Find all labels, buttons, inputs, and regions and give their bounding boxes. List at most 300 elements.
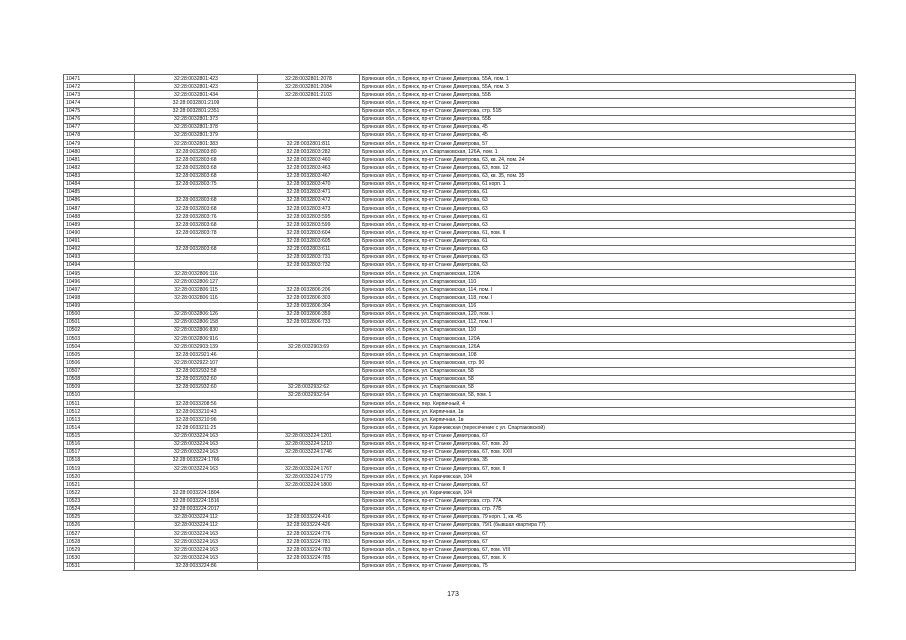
table-row <box>64 253 856 261</box>
land-cadastral-number-cell: 32:28:0032803:76 <box>135 213 258 221</box>
land-cadastral-number-cell: 32:28:0032801:373 <box>135 115 258 123</box>
building-cadastral-number-cell: 32:28:0032803:467 <box>258 172 360 180</box>
building-cadastral-number-cell: 32:28:0032932:62 <box>258 383 360 391</box>
table-row <box>64 473 856 481</box>
table-row <box>64 221 856 229</box>
address-cell: Брянская обл., г. Брянск, ул. Спартаковская, 58 <box>360 375 856 383</box>
building-cadastral-number-cell: 32:28:0032806:304 <box>258 302 360 310</box>
building-cadastral-number-cell: 32:28:0033224:426 <box>258 521 360 529</box>
building-cadastral-number-cell <box>258 375 360 383</box>
building-cadastral-number-cell <box>258 278 360 286</box>
address-cell: Брянская обл., г. Брянск, пр-кт Станке Димитрова, 67, пом. II <box>360 465 856 473</box>
table-row <box>64 538 856 546</box>
row-number-cell: 10479 <box>64 140 135 148</box>
address-cell: Брянская обл., г. Брянск, пр-кт Станке Димитрова, 45 <box>360 131 856 139</box>
building-cadastral-number-cell <box>258 115 360 123</box>
building-cadastral-number-cell: 32:28:0032803:732 <box>258 261 360 269</box>
address-cell: Брянская обл., г. Брянск, пр-кт Станке Димитрова, 63 <box>360 253 856 261</box>
row-number-cell: 10473 <box>64 91 135 99</box>
address-cell: Брянская обл., г. Брянск, пр-кт Станке Димитрова, 75 <box>360 562 856 570</box>
building-cadastral-number-cell: 32:28:0032803:605 <box>258 237 360 245</box>
address-cell: Брянская обл., г. Брянск, пр-кт Станке Димитрова, 61 корп. 1 <box>360 180 856 188</box>
address-cell: Брянская обл., г. Брянск, ул. Спартаковская, 118, пом. I <box>360 294 856 302</box>
row-number-cell: 10526 <box>64 521 135 529</box>
building-cadastral-number-cell: 32:28:0032803:472 <box>258 196 360 204</box>
row-number-cell: 10474 <box>64 99 135 107</box>
row-number-cell: 10500 <box>64 310 135 318</box>
address-cell: Брянская обл., г. Брянск, пр-кт Станке Димитрова, 63 <box>360 205 856 213</box>
table-row <box>64 562 856 570</box>
row-number-cell: 10492 <box>64 245 135 253</box>
row-number-cell: 10483 <box>64 172 135 180</box>
row-number-cell: 10498 <box>64 294 135 302</box>
building-cadastral-number-cell: 32:28:0032803:595 <box>258 213 360 221</box>
address-cell: Брянская обл., г. Брянск, ул. Спартаковская, 110 <box>360 326 856 334</box>
table-row <box>64 326 856 334</box>
building-cadastral-number-cell <box>258 326 360 334</box>
row-number-cell: 10503 <box>64 335 135 343</box>
address-cell: Брянская обл., г. Брянск, пр-кт Станке Димитрова, 67, пом. 20 <box>360 440 856 448</box>
building-cadastral-number-cell: 32:28:0033224:416 <box>258 513 360 521</box>
address-cell: Брянская обл., г. Брянск, пр-кт Станке Димитрова, 61, пом. II <box>360 229 856 237</box>
land-cadastral-number-cell: 32:28:0033210:43 <box>135 408 258 416</box>
table-row <box>64 148 856 156</box>
row-number-cell: 10510 <box>64 391 135 399</box>
row-number-cell: 10478 <box>64 131 135 139</box>
building-cadastral-number-cell: 32:28:0032801:2078 <box>258 75 360 83</box>
row-number-cell: 10484 <box>64 180 135 188</box>
land-cadastral-number-cell <box>135 302 258 310</box>
land-cadastral-number-cell: 32:28:0032803:68 <box>135 205 258 213</box>
row-number-cell: 10509 <box>64 383 135 391</box>
table-row <box>64 131 856 139</box>
row-number-cell: 10525 <box>64 513 135 521</box>
land-cadastral-number-cell: 32:28:0032803:80 <box>135 148 258 156</box>
table-row <box>64 521 856 529</box>
building-cadastral-number-cell: 32:28:0032803:470 <box>258 180 360 188</box>
land-cadastral-number-cell: 32:28:0032803:78 <box>135 229 258 237</box>
table-row <box>64 107 856 115</box>
address-cell: Брянская обл., г. Брянск, пр-кт Станке Димитрова, 67, пом. VIII <box>360 546 856 554</box>
row-number-cell: 10472 <box>64 83 135 91</box>
table-row <box>64 83 856 91</box>
building-cadastral-number-cell: 32:28:0033224:1210 <box>258 440 360 448</box>
building-cadastral-number-cell: 32:28:0032803:731 <box>258 253 360 261</box>
land-cadastral-number-cell: 32:28:0033224:1804 <box>135 489 258 497</box>
page-number: 173 <box>447 591 459 598</box>
building-cadastral-number-cell: 32:28:0032801:811 <box>258 140 360 148</box>
land-cadastral-number-cell: 32:28:0032801:423 <box>135 83 258 91</box>
row-number-cell: 10499 <box>64 302 135 310</box>
row-number-cell: 10512 <box>64 408 135 416</box>
land-cadastral-number-cell: 32:28:0032803:68 <box>135 245 258 253</box>
address-cell: Брянская обл., г. Брянск, пр-кт Станке Димитрова, стр. 51Б <box>360 107 856 115</box>
table-row <box>64 310 856 318</box>
building-cadastral-number-cell <box>258 497 360 505</box>
land-cadastral-number-cell: 32:28:0032803:68 <box>135 172 258 180</box>
land-cadastral-number-cell: 32:28:0033224:163 <box>135 465 258 473</box>
table-row <box>64 99 856 107</box>
building-cadastral-number-cell: 32:28:0032803:463 <box>258 164 360 172</box>
row-number-cell: 10487 <box>64 205 135 213</box>
table-row <box>64 513 856 521</box>
address-cell: Брянская обл., г. Брянск, ул. Кирпичная, 1в <box>360 416 856 424</box>
row-number-cell: 10522 <box>64 489 135 497</box>
land-cadastral-number-cell: 32:28:0033224:1766 <box>135 456 258 464</box>
address-cell: Брянская обл., г. Брянск, ул. Спартаковская, 116 <box>360 302 856 310</box>
building-cadastral-number-cell <box>258 107 360 115</box>
row-number-cell: 10482 <box>64 164 135 172</box>
row-number-cell: 10520 <box>64 473 135 481</box>
row-number-cell: 10495 <box>64 270 135 278</box>
land-cadastral-number-cell: 32:28:0032803:68 <box>135 221 258 229</box>
row-number-cell: 10531 <box>64 562 135 570</box>
table-row <box>64 456 856 464</box>
row-number-cell: 10481 <box>64 156 135 164</box>
address-cell: Брянская обл., г. Брянск, пр-кт Станке Димитрова, 55Б <box>360 91 856 99</box>
row-number-cell: 10517 <box>64 448 135 456</box>
row-number-cell: 10528 <box>64 538 135 546</box>
row-number-cell: 10485 <box>64 188 135 196</box>
table-row <box>64 383 856 391</box>
building-cadastral-number-cell: 32:28:0032803:282 <box>258 148 360 156</box>
land-cadastral-number-cell <box>135 261 258 269</box>
table-row <box>64 261 856 269</box>
table-row <box>64 375 856 383</box>
building-cadastral-number-cell: 32:28:0032806:359 <box>258 310 360 318</box>
table-row <box>64 448 856 456</box>
building-cadastral-number-cell: 32:28:0033224:1779 <box>258 473 360 481</box>
land-cadastral-number-cell: 32:28:0032921:46 <box>135 351 258 359</box>
table-row <box>64 481 856 489</box>
row-number-cell: 10511 <box>64 400 135 408</box>
address-cell: Брянская обл., г. Брянск, ул. Карачижская (пересечение с ул. Спартаковской) <box>360 424 856 432</box>
row-number-cell: 10516 <box>64 440 135 448</box>
row-number-cell: 10507 <box>64 367 135 375</box>
table-row <box>64 546 856 554</box>
row-number-cell: 10488 <box>64 213 135 221</box>
land-cadastral-number-cell: 32:28:0033224:163 <box>135 440 258 448</box>
table-row <box>64 164 856 172</box>
land-cadastral-number-cell: 32:28:0032932:60 <box>135 375 258 383</box>
building-cadastral-number-cell: 32:28:0033224:776 <box>258 530 360 538</box>
table-row <box>64 440 856 448</box>
address-cell: Брянская обл., г. Брянск, пр-кт Станке Димитрова, 67, пом. XXII <box>360 448 856 456</box>
table-row <box>64 489 856 497</box>
building-cadastral-number-cell <box>258 99 360 107</box>
building-cadastral-number-cell: 32:28:0033224:1800 <box>258 481 360 489</box>
table-row <box>64 367 856 375</box>
address-cell: Брянская обл., г. Брянск, пр-кт Станке Димитрова, 61 <box>360 188 856 196</box>
building-cadastral-number-cell: 32:28:0033224:781 <box>258 538 360 546</box>
row-number-cell: 10504 <box>64 343 135 351</box>
row-number-cell: 10489 <box>64 221 135 229</box>
row-number-cell: 10530 <box>64 554 135 562</box>
row-number-cell: 10523 <box>64 497 135 505</box>
building-cadastral-number-cell: 32:28:0032803:599 <box>258 221 360 229</box>
building-cadastral-number-cell: 32:28:0033224:783 <box>258 546 360 554</box>
table-row <box>64 229 856 237</box>
table-row <box>64 359 856 367</box>
land-cadastral-number-cell: 32:28:0032803:68 <box>135 164 258 172</box>
address-cell: Брянская обл., г. Брянск, ул. Спартаковская, 110 <box>360 278 856 286</box>
table-row <box>64 335 856 343</box>
building-cadastral-number-cell: 32:28:0032803:473 <box>258 205 360 213</box>
building-cadastral-number-cell <box>258 408 360 416</box>
table-row <box>64 286 856 294</box>
address-cell: Брянская обл., г. Брянск, пр-кт Станке Димитрова, стр. 77А <box>360 497 856 505</box>
table-row <box>64 391 856 399</box>
address-cell: Брянская обл., г. Брянск, пр-кт Станке Димитрова, 79 корп. 1, кв. 45 <box>360 513 856 521</box>
land-cadastral-number-cell: 32:28:0032922:107 <box>135 359 258 367</box>
address-cell: Брянская обл., г. Брянск, пр-кт Станке Димитрова, 45 <box>360 123 856 131</box>
land-cadastral-number-cell: 32:28:0033224:163 <box>135 546 258 554</box>
building-cadastral-number-cell: 32:28:0032806:206 <box>258 286 360 294</box>
table-row <box>64 416 856 424</box>
table-row <box>64 213 856 221</box>
land-cadastral-number-cell: 32:28:0032801:2351 <box>135 107 258 115</box>
row-number-cell: 10524 <box>64 505 135 513</box>
building-cadastral-number-cell: 32:28:0032801:2084 <box>258 83 360 91</box>
row-number-cell: 10501 <box>64 318 135 326</box>
land-cadastral-number-cell <box>135 188 258 196</box>
building-cadastral-number-cell: 32:28:0032903:69 <box>258 343 360 351</box>
land-cadastral-number-cell: 32:28:0032801:379 <box>135 131 258 139</box>
row-number-cell: 10471 <box>64 75 135 83</box>
address-cell: Брянская обл., г. Брянск, пр-кт Станке Димитрова <box>360 99 856 107</box>
row-number-cell: 10508 <box>64 375 135 383</box>
address-cell: Брянская обл., г. Брянск, ул. Спартаковская, 112, пом. I <box>360 318 856 326</box>
address-cell: Брянская обл., г. Брянск, ул. Кирпичная, 1в <box>360 408 856 416</box>
building-cadastral-number-cell: 32:28:0032806:303 <box>258 294 360 302</box>
land-cadastral-number-cell: 32:28:0032803:68 <box>135 156 258 164</box>
table-row <box>64 196 856 204</box>
table-row <box>64 400 856 408</box>
land-cadastral-number-cell: 32:28:0033224:163 <box>135 432 258 440</box>
address-cell: Брянская обл., г. Брянск, ул. Спартаковская, 58, пом. 1 <box>360 391 856 399</box>
address-cell: Брянская обл., г. Брянск, пр-кт Станке Димитрова, 63, пом. 12 <box>360 164 856 172</box>
land-cadastral-number-cell: 32:28:0033224:163 <box>135 554 258 562</box>
building-cadastral-number-cell: 32:28:0032806:733 <box>258 318 360 326</box>
table-row <box>64 302 856 310</box>
address-cell: Брянская обл., г. Брянск, пр-кт Станке Димитрова, 67 <box>360 530 856 538</box>
building-cadastral-number-cell <box>258 123 360 131</box>
address-cell: Брянская обл., г. Брянск, пр-кт Станке Димитрова, 55Б <box>360 115 856 123</box>
address-cell: Брянская обл., г. Брянск, пр-кт Станке Димитрова, 57 <box>360 140 856 148</box>
address-cell: Брянская обл., г. Брянск, ул. Спартаковская, 114, пом. I <box>360 286 856 294</box>
table-row <box>64 408 856 416</box>
address-cell: Брянская обл., г. Брянск, ул. Спартаковская, 108 <box>360 351 856 359</box>
address-cell: Брянская обл., г. Брянск, пр-кт Станке Димитрова, 63, кв. 24, пом. 24 <box>360 156 856 164</box>
building-cadastral-number-cell <box>258 505 360 513</box>
land-cadastral-number-cell: 32:28:0033224:2017 <box>135 505 258 513</box>
land-cadastral-number-cell: 32:28:0033224:112 <box>135 521 258 529</box>
table-row <box>64 294 856 302</box>
address-cell: Брянская обл., г. Брянск, пр-кт Станке Димитрова, 67 <box>360 538 856 546</box>
row-number-cell: 10502 <box>64 326 135 334</box>
row-number-cell: 10518 <box>64 456 135 464</box>
land-cadastral-number-cell: 32:28:0033208:56 <box>135 400 258 408</box>
land-cadastral-number-cell: 32:28:0033224:163 <box>135 448 258 456</box>
land-cadastral-number-cell <box>135 391 258 399</box>
address-cell: Брянская обл., г. Брянск, пр-кт Станке Димитрова, 79/1 (бывшая квартира 77) <box>360 521 856 529</box>
land-cadastral-number-cell: 32:28:0032801:378 <box>135 123 258 131</box>
row-number-cell: 10514 <box>64 424 135 432</box>
land-cadastral-number-cell <box>135 473 258 481</box>
register-table-body <box>64 75 856 571</box>
row-number-cell: 10513 <box>64 416 135 424</box>
building-cadastral-number-cell <box>258 351 360 359</box>
address-cell: Брянская обл., г. Брянск, пр-кт Станке Димитрова, 63, кв. 35, пом. 35 <box>360 172 856 180</box>
table-row <box>64 237 856 245</box>
land-cadastral-number-cell: 32:28:0032801:423 <box>135 75 258 83</box>
register-table <box>63 74 856 571</box>
address-cell: Брянская обл., г. Брянск, ул. Спартаковская, 120, пом. I <box>360 310 856 318</box>
row-number-cell: 10486 <box>64 196 135 204</box>
table-row <box>64 180 856 188</box>
land-cadastral-number-cell <box>135 253 258 261</box>
address-cell: Брянская обл., г. Брянск, ул. Карачижская, 104 <box>360 489 856 497</box>
row-number-cell: 10519 <box>64 465 135 473</box>
row-number-cell: 10505 <box>64 351 135 359</box>
row-number-cell: 10497 <box>64 286 135 294</box>
address-cell: Брянская обл., г. Брянск, ул. Карачижская, 104 <box>360 473 856 481</box>
land-cadastral-number-cell: 32:28:0033211:25 <box>135 424 258 432</box>
land-cadastral-number-cell: 32:28:0033224:86 <box>135 562 258 570</box>
building-cadastral-number-cell: 32:28:0033224:1746 <box>258 448 360 456</box>
row-number-cell: 10496 <box>64 278 135 286</box>
address-cell: Брянская обл., г. Брянск, пр-кт Станке Димитрова, 63 <box>360 196 856 204</box>
address-cell: Брянская обл., г. Брянск, ул. Спартаковская, 120А <box>360 270 856 278</box>
land-cadastral-number-cell: 32:28:0033224:112 <box>135 513 258 521</box>
table-row <box>64 156 856 164</box>
building-cadastral-number-cell <box>258 416 360 424</box>
row-number-cell: 10506 <box>64 359 135 367</box>
address-cell: Брянская обл., г. Брянск, ул. Спартаковская, 126А, пом. 1 <box>360 148 856 156</box>
land-cadastral-number-cell: 32:28:0032803:75 <box>135 180 258 188</box>
table-row <box>64 205 856 213</box>
land-cadastral-number-cell <box>135 481 258 489</box>
address-cell: Брянская обл., г. Брянск, пр-кт Станке Димитрова, 63 <box>360 221 856 229</box>
building-cadastral-number-cell <box>258 400 360 408</box>
address-cell: Брянская обл., г. Брянск, пр-кт Станке Димитрова, 63 <box>360 261 856 269</box>
building-cadastral-number-cell <box>258 131 360 139</box>
land-cadastral-number-cell: 32:28:0032932:60 <box>135 383 258 391</box>
address-cell: Брянская обл., г. Брянск, пр-кт Станке Димитрова, 67, пом. X <box>360 554 856 562</box>
table-row <box>64 432 856 440</box>
row-number-cell: 10521 <box>64 481 135 489</box>
row-number-cell: 10480 <box>64 148 135 156</box>
land-cadastral-number-cell: 32:28:0032801:434 <box>135 91 258 99</box>
table-row <box>64 172 856 180</box>
building-cadastral-number-cell: 32:28:0032803:460 <box>258 156 360 164</box>
building-cadastral-number-cell: 32:28:0032803:471 <box>258 188 360 196</box>
table-row <box>64 75 856 83</box>
land-cadastral-number-cell: 32:28:0032803:68 <box>135 196 258 204</box>
table-row <box>64 424 856 432</box>
address-cell: Брянская обл., г. Брянск, пер. Кирпичный, 4 <box>360 400 856 408</box>
address-cell: Брянская обл., г. Брянск, пр-кт Станке Димитрова, 67 <box>360 481 856 489</box>
land-cadastral-number-cell: 32:28:0032806:127 <box>135 278 258 286</box>
building-cadastral-number-cell <box>258 270 360 278</box>
table-row <box>64 343 856 351</box>
land-cadastral-number-cell: 32:28:0032806:126 <box>135 310 258 318</box>
building-cadastral-number-cell <box>258 367 360 375</box>
building-cadastral-number-cell <box>258 489 360 497</box>
row-number-cell: 10529 <box>64 546 135 554</box>
land-cadastral-number-cell: 32:28:0032806:158 <box>135 318 258 326</box>
address-cell: Брянская обл., г. Брянск, ул. Спартаковская, 120А <box>360 335 856 343</box>
table-row <box>64 351 856 359</box>
land-cadastral-number-cell: 32:28:0032806:830 <box>135 326 258 334</box>
building-cadastral-number-cell <box>258 335 360 343</box>
row-number-cell: 10515 <box>64 432 135 440</box>
building-cadastral-number-cell: 32:28:0033224:1767 <box>258 465 360 473</box>
land-cadastral-number-cell: 32:28:0033224:1816 <box>135 497 258 505</box>
land-cadastral-number-cell: 32:28:0033224:163 <box>135 530 258 538</box>
table-row <box>64 465 856 473</box>
land-cadastral-number-cell: 32:28:0032806:116 <box>135 270 258 278</box>
building-cadastral-number-cell <box>258 456 360 464</box>
row-number-cell: 10476 <box>64 115 135 123</box>
building-cadastral-number-cell: 32:28:0032803:611 <box>258 245 360 253</box>
row-number-cell: 10527 <box>64 530 135 538</box>
building-cadastral-number-cell: 32:28:0033224:1201 <box>258 432 360 440</box>
land-cadastral-number-cell: 32:28:0032806:115 <box>135 286 258 294</box>
row-number-cell: 10477 <box>64 123 135 131</box>
land-cadastral-number-cell: 32:28:0033224:163 <box>135 538 258 546</box>
table-row <box>64 115 856 123</box>
land-cadastral-number-cell <box>135 237 258 245</box>
table-row <box>64 318 856 326</box>
land-cadastral-number-cell: 32:28:0032903:139 <box>135 343 258 351</box>
table-row <box>64 278 856 286</box>
address-cell: Брянская обл., г. Брянск, пр-кт Станке Димитрова, 35 <box>360 456 856 464</box>
table-row <box>64 554 856 562</box>
building-cadastral-number-cell: 32:28:0032801:2103 <box>258 91 360 99</box>
address-cell: Брянская обл., г. Брянск, пр-кт Станке Димитрова, 61 <box>360 213 856 221</box>
address-cell: Брянская обл., г. Брянск, ул. Спартаковская, 58 <box>360 383 856 391</box>
land-cadastral-number-cell: 32:28:0032806:916 <box>135 335 258 343</box>
address-cell: Брянская обл., г. Брянск, ул. Спартаковская, 58 <box>360 367 856 375</box>
row-number-cell: 10491 <box>64 237 135 245</box>
row-number-cell: 10490 <box>64 229 135 237</box>
building-cadastral-number-cell <box>258 562 360 570</box>
address-cell: Брянская обл., г. Брянск, пр-кт Станке Димитрова, 61 <box>360 237 856 245</box>
row-number-cell: 10493 <box>64 253 135 261</box>
table-row <box>64 123 856 131</box>
building-cadastral-number-cell: 32:28:0032803:604 <box>258 229 360 237</box>
address-cell: Брянская обл., г. Брянск, пр-кт Станке Димитрова, 63 <box>360 245 856 253</box>
building-cadastral-number-cell: 32:28:0032932:64 <box>258 391 360 399</box>
table-row <box>64 91 856 99</box>
building-cadastral-number-cell <box>258 424 360 432</box>
address-cell: Брянская обл., г. Брянск, пр-кт Станке Димитрова, 55А, пом. 1 <box>360 75 856 83</box>
address-cell: Брянская обл., г. Брянск, пр-кт Станке Димитрова, 55А, пом. 3 <box>360 83 856 91</box>
table-row <box>64 505 856 513</box>
address-cell: Брянская обл., г. Брянск, ул. Спартаковская, 126А <box>360 343 856 351</box>
table-row <box>64 188 856 196</box>
land-cadastral-number-cell: 32:28:0032806:116 <box>135 294 258 302</box>
building-cadastral-number-cell <box>258 359 360 367</box>
address-cell: Брянская обл., г. Брянск, пр-кт Станке Димитрова, стр. 77Б <box>360 505 856 513</box>
row-number-cell: 10475 <box>64 107 135 115</box>
land-cadastral-number-cell: 32:28:0032801:383 <box>135 140 258 148</box>
row-number-cell: 10494 <box>64 261 135 269</box>
land-cadastral-number-cell: 32:28:0032801:2109 <box>135 99 258 107</box>
table-row <box>64 270 856 278</box>
table-row <box>64 140 856 148</box>
